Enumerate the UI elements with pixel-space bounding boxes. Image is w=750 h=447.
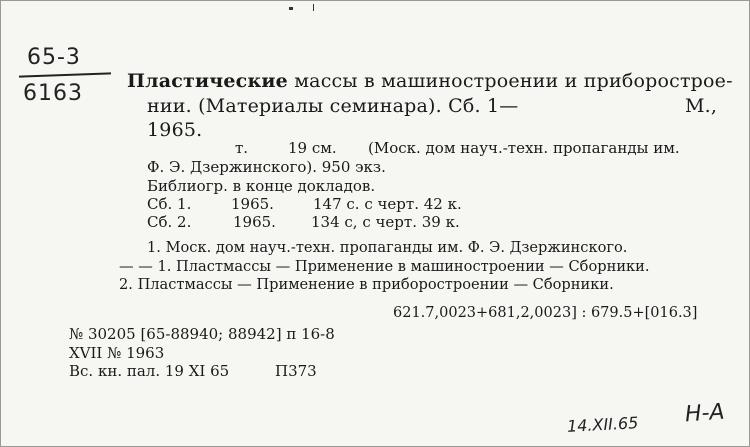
desc-line-1-mid: 19 см. <box>288 139 337 157</box>
desc-line-2: Ф. Э. Дзержинского). 950 экз. <box>147 158 386 176</box>
volume-2-label: Сб. 2. <box>147 213 192 231</box>
desc-line-1-right: (Моск. дом науч.-техн. пропаганды им. <box>368 139 680 157</box>
title-line-1 <box>127 69 733 93</box>
registry-line-2: XVII № 1963 <box>69 344 165 362</box>
volume-2-year: 1965. <box>233 213 276 231</box>
volume-2-pages: 134 с, с черт. 39 к. <box>311 213 460 231</box>
title-line-2: нии. (Материалы семинара). Сб. 1— <box>147 95 519 117</box>
desc-line-3: Библиогр. в конце докладов. <box>147 177 376 195</box>
title-lead: Пластические <box>127 70 288 92</box>
heading-line-3: 2. Пластмассы — Применение в приборостроении — Сборники. <box>119 276 614 293</box>
handwritten-code: Н-А <box>684 399 726 428</box>
shelfmark-top: 65-3 <box>27 45 81 70</box>
heading-line-2: — — 1. Пластмассы — Применение в машиностроении — Сборники. <box>119 258 650 275</box>
registry-line-1: № 30205 [65-88940; 88942] п 16-8 <box>69 325 335 343</box>
title-line-2-right: М., <box>685 95 718 117</box>
title-rest: массы в машиностроении и приборострое- <box>287 70 733 92</box>
top-tick-mark <box>313 4 314 11</box>
heading-line-1: 1. Моск. дом науч.-техн. пропаганды им. Ф. Э. Дзержинского. <box>147 239 628 256</box>
title-line-3: 1965. <box>147 119 203 141</box>
desc-line-1-left: т. <box>235 139 249 157</box>
registry-line-3-left: Вс. кн. пал. 19 XI 65 <box>69 362 230 380</box>
volume-1-year: 1965. <box>231 195 274 213</box>
volume-1-pages: 147 с. с черт. 42 к. <box>313 195 462 213</box>
shelfmark-bottom: 6163 <box>23 81 83 106</box>
classification-index: 621.7,0023+681,2,0023] : 679.5+[016.3] <box>393 305 698 321</box>
volume-1-label: Сб. 1. <box>147 195 192 213</box>
registry-line-3-right: П373 <box>275 362 317 380</box>
handwritten-date: 14.XII.65 <box>566 413 639 436</box>
top-dot-mark <box>289 7 293 10</box>
shelfmark-divider <box>19 72 111 77</box>
